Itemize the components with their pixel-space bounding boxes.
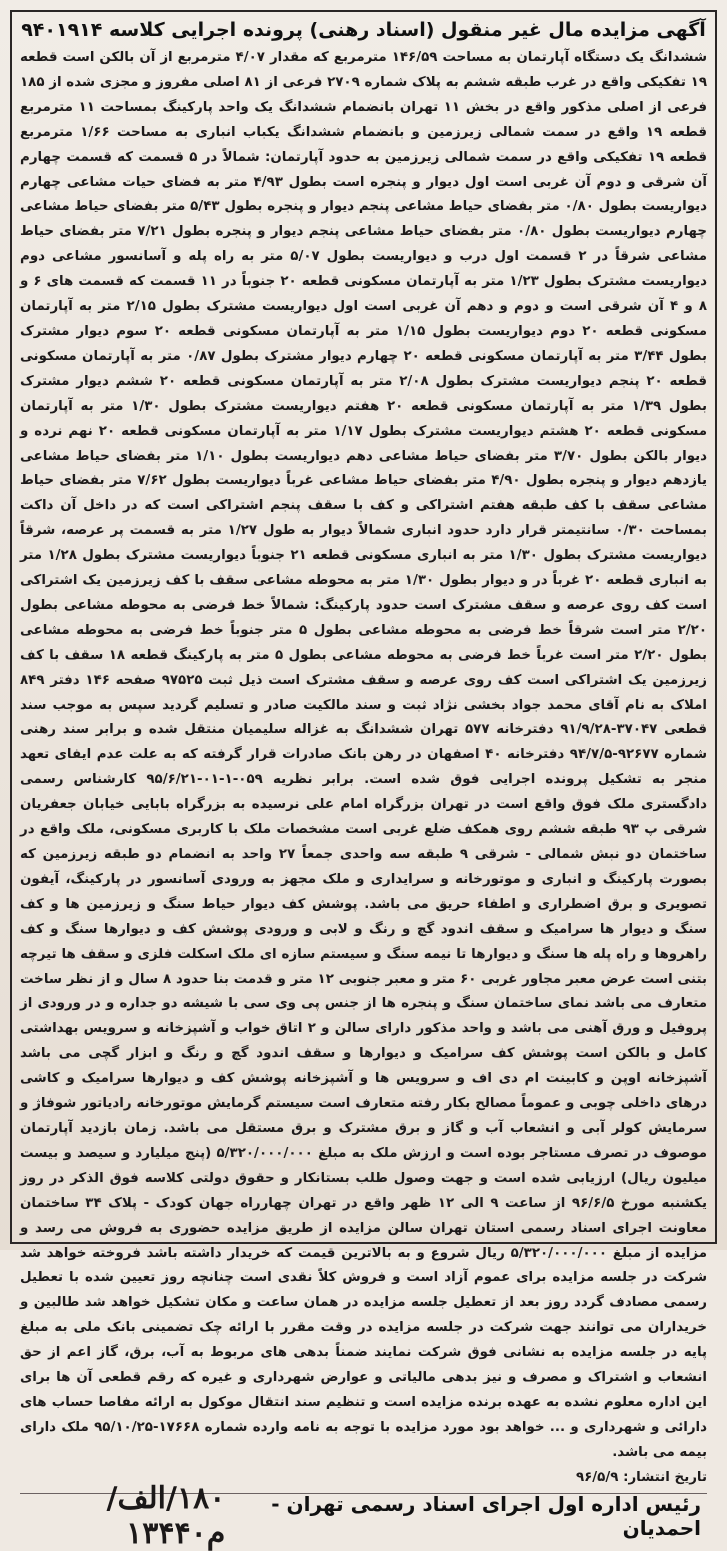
notice-title: آگهی مزایده مال غیر منقول (اسناد رهنی) پرونده اجرایی کلاسه ۹۴۰۱۹۱۴: [21, 19, 706, 41]
signature-line: رئیس اداره اول اجرای اسناد رسمی تهران - احمدیان: [271, 1491, 701, 1540]
notice-frame: [10, 10, 717, 1551]
signature-row: [20, 1480, 707, 1551]
notice-body: ششدانگ یک دستگاه آپارتمان به مساحت ۱۴۶/۵۹ مترمربع که مقدار ۴/۰۷ مترمربع از آن بالکن است قطعه ۱۹ تفکیکی واقع در غرب طبقه ششم به پلاک شماره ۲۷۰۹ فرعی از ۸۱ اصلی مفروز و مجزی شده از ۱۸۵ فرعی از اصلی مذکور واقع در بخش ۱۱ تهران بانضمام ششدانگ یک واحد پارکینگ بمساحت ۱۱ مترمربع قطعه ۱۹ واقع در سمت شمالی زیرزمین و بانضمام ششدانگ یکباب انباری به مساحت ۱/۶۶ مترمربع قطعه ۱۹ تفکیکی واقع در سمت شمالی زیرزمین به حدود آپارتمان: شمالاً در ۵ قسمت که قسمت چهارم آن شرقی و دوم آن غربی است اول دیوار و پنجره است بطول ۴/۹۳ متر به فضای حیات مشاعی چهارم دیواریست بطول ۰/۸۰ متر بفضای حیاط مشاعی پنجم دیوار و پنجره بطول ۵/۴۳ متر بفضای حیاط مشاعی چهارم دیواریست بطول ۰/۸۰ متر بفضای حیاط مشاعی پنجم دیوار و پنجره بطول ۷/۲۱ متر بفضای حیاط مشاعی شرقاً در ۲ قسمت اول درب و دیواریست بطول ۵/۰۷ متر به راه پله و آسانسور مشاعی دوم دیواریست مشترک بطول ۱/۲۳ متر به آپارتمان مسکونی قطعه ۲۰ جنوباً در ۱۱ قسمت که قسمت های ۶ و ۸ و ۴ آن شرقی است و دوم و دهم آن غربی است اول دیواریست مشترک بطول ۲/۱۵ متر به آپارتمان مسکونی قطعه ۲۰ دوم دیواریست بطول ۱/۱۵ متر به آپارتمان مسکونی قطعه ۲۰ سوم دیوار مشترک بطول ۳/۴۴ متر به آپارتمان مسکونی قطعه ۲۰ چهارم دیوار مشترک بطول ۰/۸۷ متر به آپارتمان مسکونی قطعه ۲۰ پنجم دیواریست مشترک بطول ۲/۰۸ متر به آپارتمان مسکونی قطعه ۲۰ ششم دیوار مشترک بطول ۱/۳۹ متر به آپارتمان مسکونی قطعه ۲۰ هفتم دیواریست مشترک بطول ۱/۳۰ متر به آپارتمان مسکونی قطعه ۲۰ هشتم دیواریست مشترک بطول ۱/۱۷ متر به آپارتمان مسکونی قطعه ۲۰ نهم نرده و دیوار بالکن بطول ۳/۷۰ متر بفضای حیاط مشاعی دهم دیواریست بطول ۱/۱۰ متر بفضای حیاط مشاعی یازدهم دیوار و پنجره بطول ۴/۹۰ متر بفضای حیاط مشاعی غرباً دیواریست بطول ۷/۶۲ متر بفضای حیاط مشاعی سقف با کف طبقه هفتم اشتراکی و کف با سقف پنجم اشتراکی است که در داخل آن داکت بمساحت ۰/۳۰ سانتیمتر قرار دارد حدود انباری شمالاً دیوار به طول ۱/۲۷ متر به قسمت پر عرصه، شرقاً دیواریست مشترک بطول ۱/۳۰ متر به انباری مسکونی قطعه ۲۱ جنوباً دیواریست مشترک بطول ۱/۲۸ متر به انباری قطعه ۲۰ غرباً در و دیوار بطول ۱/۳۰ متر به محوطه مشاعی سقف با کف زیرزمین یک اشتراکی است کف روی عرصه و سقف مشترک است حدود پارکینگ: شمالاً خط فرضی به محوطه مشاعی بطول ۲/۲۰ متر است شرقاً خط فرضی به محوطه مشاعی بطول ۵ متر جنوباً خط فرضی به محوطه مشاعی بطول ۲/۲۰ متر است غرباً خط فرضی به محوطه مشاعی بطول ۵ متر به پارکینگ قطعه ۱۸ سقف با کف زیرزمین یک اشتراکی است کف روی عرصه و سقف مشترک است ذیل ثبت ۹۷۵۲۵ صفحه ۱۴۶ دفتر ۸۴۹ املاک به نام آقای محمد جواد بخشی نژاد ثبت و سند مالکیت صادر و تسلیم گردید سپس به موجب سند قطعی ۳۷۰۴۷-۹۱/۹/۲۸ دفترخانه ۵۷۷ تهران ششدانگ به غزاله سلیمیان منتقل شده و برابر سند رهنی شماره ۹۲۶۷۷-۹۴/۷/۵ دفترخانه ۴۰ اصفهان در رهن بانک صادرات قرار گرفته که به علت عدم ایفای تعهد منجر به تشکیل پرونده اجرایی فوق شده است. برابر نظریه ۰۵۹-۱-۰۱-۹۵/۶/۲۱ کارشناس رسمی دادگستری ملک فوق واقع است در تهران بزرگراه امام علی نرسیده به بزرگراه بابایی خیابان جعفریان شرقی پ ۹۳ طبقه ششم روی همکف ضلع غربی است مشخصات ملک با کاربری مسکونی، ملک واقع در ساختمان دو نبش شمالی - شرقی ۹ طبقه سه واحدی جمعاً ۲۷ واحد به انضمام دو طبقه زیرزمین که بصورت پارکینگ و انباری و موتورخانه و سرایداری و ملک مجهز به ورودی آسانسور در پارکینگ، آیفون تصویری و برق اضطراری و اطفاء حریق می باشد. پوشش کف دیوار حیاط سنگ و زیرزمین ها و کف سنگ و دیوار ها سرامیک و سقف اندود گچ و رنگ و لابی و ورودی پوشش کف و دیوارها سنگ و کف راهروها و راه پله ها سنگ و دیوارها تا نیمه سنگ و سیستم سازه ای ملک اسکلت فلزی و سقف ها تیرچه بتنی است عرض معبر مجاور غربی ۶۰ متر و معبر جنوبی ۱۲ متر و قدمت بنا حدود ۸ سال و از نظر ساخت متعارف می باشد نمای ساختمان سنگ و پنجره ها از جنس پی وی سی با شیشه دو جداره و در ورودی از پروفیل و ورق آهنی می باشد و واحد مذکور دارای سالن و ۲ اتاق خواب و آشپزخانه و سرویس بهداشتی کامل و بالکن است پوشش کف سرامیک و دیوارها و سقف اندود گچ و رنگ و ابزار گچی می باشد آشپزخانه اوپن و کابینت ام دی اف و سرویس ها و آشپزخانه پوشش کف و دیوارها سرامیک و کاشی درهای داخلی چوبی و عموماً مصالح بکار رفته متعارف است سیستم گرمایش موتورخانه رادیاتور شوفاژ و سرمایش کولر آبی و انشعاب آب و گاز و برق مشترک و برق مستقل می باشد. زمان بازدید آپارتمان موصوف در تصرف مستاجر بوده است و ارزش ملک به مبلغ ۵/۳۲۰/۰۰۰/۰۰۰ (پنج میلیارد و سیصد و بیست میلیون ریال) ارزیابی شده است و جهت وصول طلب بستانکار و حقوق دولتی کلاسه فوق الذکر در روز یکشنبه مورخ ۹۶/۶/۵ از ساعت ۹ الی ۱۲ ظهر واقع در تهران چهارراه جهان کودک - پلاک ۳۴ ساختمان معاونت اجرای اسناد رسمی استان تهران سالن مزایده از طریق مزایده حضوری به فروش می رسد و مزایده از مبلغ ۵/۳۲۰/۰۰۰/۰۰۰ ریال شروع و به بالاترین قیمت که خریدار داشته باشد فروخته خواهد شد شرکت در جلسه مزایده برای عموم آزاد است و فروش کلاً نقدی است چنانچه روز تعیین شده با تعطیل رسمی مصادف گردد روز بعد از تعطیل جلسه مزایده در همان ساعت و مکان تشکیل خواهد شد طالبین و خریداران می توانند جهت شرکت در جلسه مزایده در وقت مقرر با ارائه چک تضمینی بانک ملی به مبلغ پایه در جلسه مزایده به نشانی فوق شرکت نمایند ضمناً بدهی های مربوط به آب، برق، گاز اعم از حق انشعاب و اشتراک و مصرف و نیز بدهی مالیاتی و عوارض شهرداری و غیره که رقم قطعی آن ها برای این اداره معلوم نشده به عهده برنده مزایده است و تنظیم سند انتقال موکول به ارائه مفاصا حساب های دارائی و شهرداری و ... خواهد بود مورد مزایده با توجه به نامه وارده شماره ۱۷۶۶۸-۹۵/۱۰/۲۵ ملک دارای بیمه می باشد. تاریخ انتشار: ۹۶/۵/۹: [20, 50, 708, 1485]
notice-code: ۱۸۰/الف/م۱۳۴۴۰: [106, 1480, 226, 1551]
